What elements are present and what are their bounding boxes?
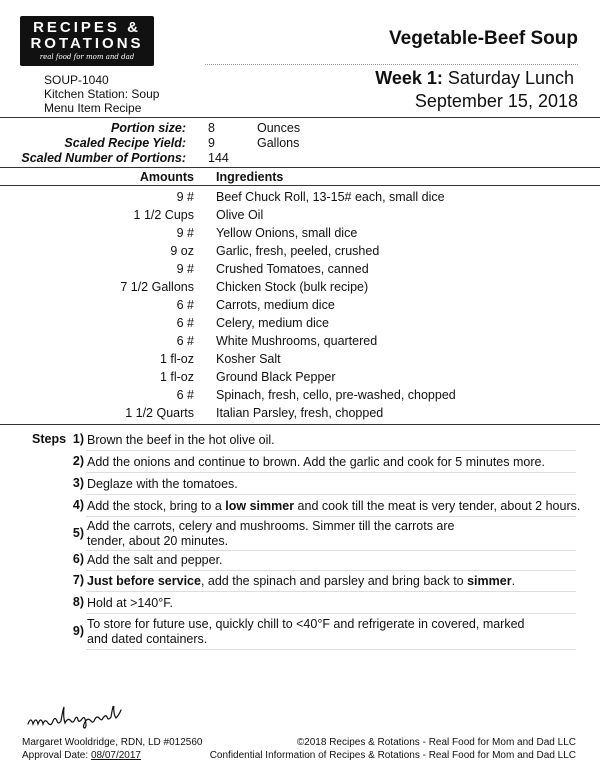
confidential-notice: Confidential Information of Recipes & Rotations - Real Food for Mom and Dad LLC xyxy=(209,750,576,761)
ingredient-name: Ground Black Pepper xyxy=(216,370,336,384)
copyright: ©2018 Recipes & Rotations - Real Food for Mom and Dad LLC xyxy=(296,737,576,748)
step-text-line-1: Add the carrots, celery and mushrooms. Simmer till the carrots are xyxy=(87,519,455,533)
step-divider xyxy=(86,570,576,571)
step-divider xyxy=(86,550,576,551)
step-text: Add the onions and continue to brown. Add the garlic and cook for 5 minutes more. xyxy=(87,455,545,469)
brand-logo xyxy=(20,16,154,66)
step-text-line-1: To store for future use, quickly chill to <40°F and refrigerate in covered, marked xyxy=(87,617,525,631)
ingredients-header: Ingredients xyxy=(216,170,284,184)
logo-line-2: ROTATIONS xyxy=(30,35,144,52)
step-number: 4) xyxy=(72,498,84,512)
amounts-header: Amounts xyxy=(139,170,194,184)
step-divider xyxy=(86,613,576,614)
ingredient-name: Kosher Salt xyxy=(216,352,281,366)
meal-label: Saturday Lunch xyxy=(447,68,574,88)
step-text-line-2: tender, about 20 minutes. xyxy=(87,534,229,548)
step-number: 1) xyxy=(72,432,84,446)
recipe-code: SOUP-1040 xyxy=(44,73,109,87)
step-text xyxy=(87,573,515,590)
recipe-title: Vegetable-Beef Soup xyxy=(389,28,578,49)
step-text-part: . xyxy=(511,574,516,588)
logo-line-1: RECIPES & xyxy=(33,19,141,36)
author-credentials: Margaret Wooldridge, RDN, LD #012560 xyxy=(22,737,203,748)
ingredient-name: Yellow Onions, small dice xyxy=(216,226,358,240)
step-number: 3) xyxy=(72,476,84,490)
ingredient-amount: 1 fl-oz xyxy=(159,352,194,366)
signature xyxy=(26,706,146,732)
step-emphasis: Just before service xyxy=(87,574,201,588)
ingredient-amount: 7 1/2 Gallons xyxy=(120,280,194,294)
ingredient-amount: 1 1/2 Quarts xyxy=(125,406,194,420)
step-text-part: , add the spinach and parsley and bring back to xyxy=(200,574,468,588)
ingredients-rule xyxy=(0,424,600,425)
ingredient-amount: 9 # xyxy=(176,226,194,240)
ingredient-name: Celery, medium dice xyxy=(216,316,330,330)
logo-tagline: real food for mom and dad xyxy=(39,53,135,61)
menu-date: September 15, 2018 xyxy=(414,91,578,111)
step-divider xyxy=(86,450,576,451)
portion-count-label: Scaled Number of Portions: xyxy=(21,151,186,165)
portion-size-value: 8 xyxy=(208,121,215,135)
recipe-type: Menu Item Recipe xyxy=(44,101,142,115)
ingredient-name: Spinach, fresh, cello, pre-washed, chopped xyxy=(216,388,456,402)
kitchen-station: Kitchen Station: Soup xyxy=(44,87,160,101)
recipe-yield-label: Scaled Recipe Yield: xyxy=(64,136,186,150)
step-divider xyxy=(86,516,576,517)
ingredient-name: Beef Chuck Roll, 13-15# each, small dice xyxy=(216,190,445,204)
ingredient-amount: 6 # xyxy=(176,316,194,330)
ingredient-name: Olive Oil xyxy=(216,208,264,222)
step-text-part: and cook till the meat is very tender, about 2 hours. xyxy=(294,499,581,513)
step-text-line-2: and dated containers. xyxy=(87,632,208,646)
step-number: 7) xyxy=(72,573,84,587)
step-number: 6) xyxy=(72,552,84,566)
step-text xyxy=(87,498,580,515)
ingredient-name: Garlic, fresh, peeled, crushed xyxy=(216,244,380,258)
portion-size-unit: Ounces xyxy=(257,121,301,135)
ingredient-name: Chicken Stock (bulk recipe) xyxy=(216,280,369,294)
step-text: Add the salt and pepper. xyxy=(87,553,223,567)
portion-size-label: Portion size: xyxy=(110,121,186,135)
step-divider xyxy=(86,649,576,650)
ingredient-name: Crushed Tomatoes, canned xyxy=(216,262,369,276)
ingredient-amount: 9 # xyxy=(176,190,194,204)
week-meal xyxy=(375,68,574,89)
step-number: 2) xyxy=(72,454,84,468)
ingredient-amount: 6 # xyxy=(176,298,194,312)
step-divider xyxy=(86,591,576,592)
table-header-rule xyxy=(0,185,600,186)
portion-rule xyxy=(0,167,600,168)
steps-label: Steps xyxy=(32,432,67,446)
ingredient-name: Carrots, medium dice xyxy=(216,298,335,312)
recipe-yield-unit: Gallons xyxy=(257,136,300,150)
ingredient-amount: 1 fl-oz xyxy=(159,370,194,384)
portion-count-value: 144 xyxy=(208,151,229,165)
header-rule xyxy=(0,117,600,118)
ingredient-amount: 6 # xyxy=(176,334,194,348)
step-divider xyxy=(86,472,576,473)
step-number: 8) xyxy=(72,595,84,609)
step-emphasis: low simmer xyxy=(225,499,295,513)
ingredient-amount: 1 1/2 Cups xyxy=(133,208,194,222)
step-text: Deglaze with the tomatoes. xyxy=(87,477,238,491)
step-number: 9) xyxy=(72,624,84,638)
ingredient-amount: 9 oz xyxy=(170,244,194,258)
step-number: 5) xyxy=(72,526,84,540)
approval-date-value: 08/07/2017 xyxy=(90,750,141,761)
step-text: Hold at >140°F. xyxy=(87,596,173,610)
recipe-yield-value: 9 xyxy=(208,136,215,150)
approval-label: Approval Date: xyxy=(22,750,89,761)
step-text: Brown the beef in the hot olive oil. xyxy=(87,433,275,447)
ingredient-name: White Mushrooms, quartered xyxy=(216,334,378,348)
step-divider xyxy=(86,494,576,495)
ingredient-name: Italian Parsley, fresh, chopped xyxy=(216,406,384,420)
step-emphasis: simmer xyxy=(467,574,512,588)
week-label: Week 1: xyxy=(375,68,443,88)
approval-date xyxy=(22,750,141,762)
title-divider xyxy=(205,64,578,65)
ingredient-amount: 6 # xyxy=(176,388,194,402)
step-text-part: Add the stock, bring to a xyxy=(87,499,226,513)
ingredient-amount: 9 # xyxy=(176,262,194,276)
